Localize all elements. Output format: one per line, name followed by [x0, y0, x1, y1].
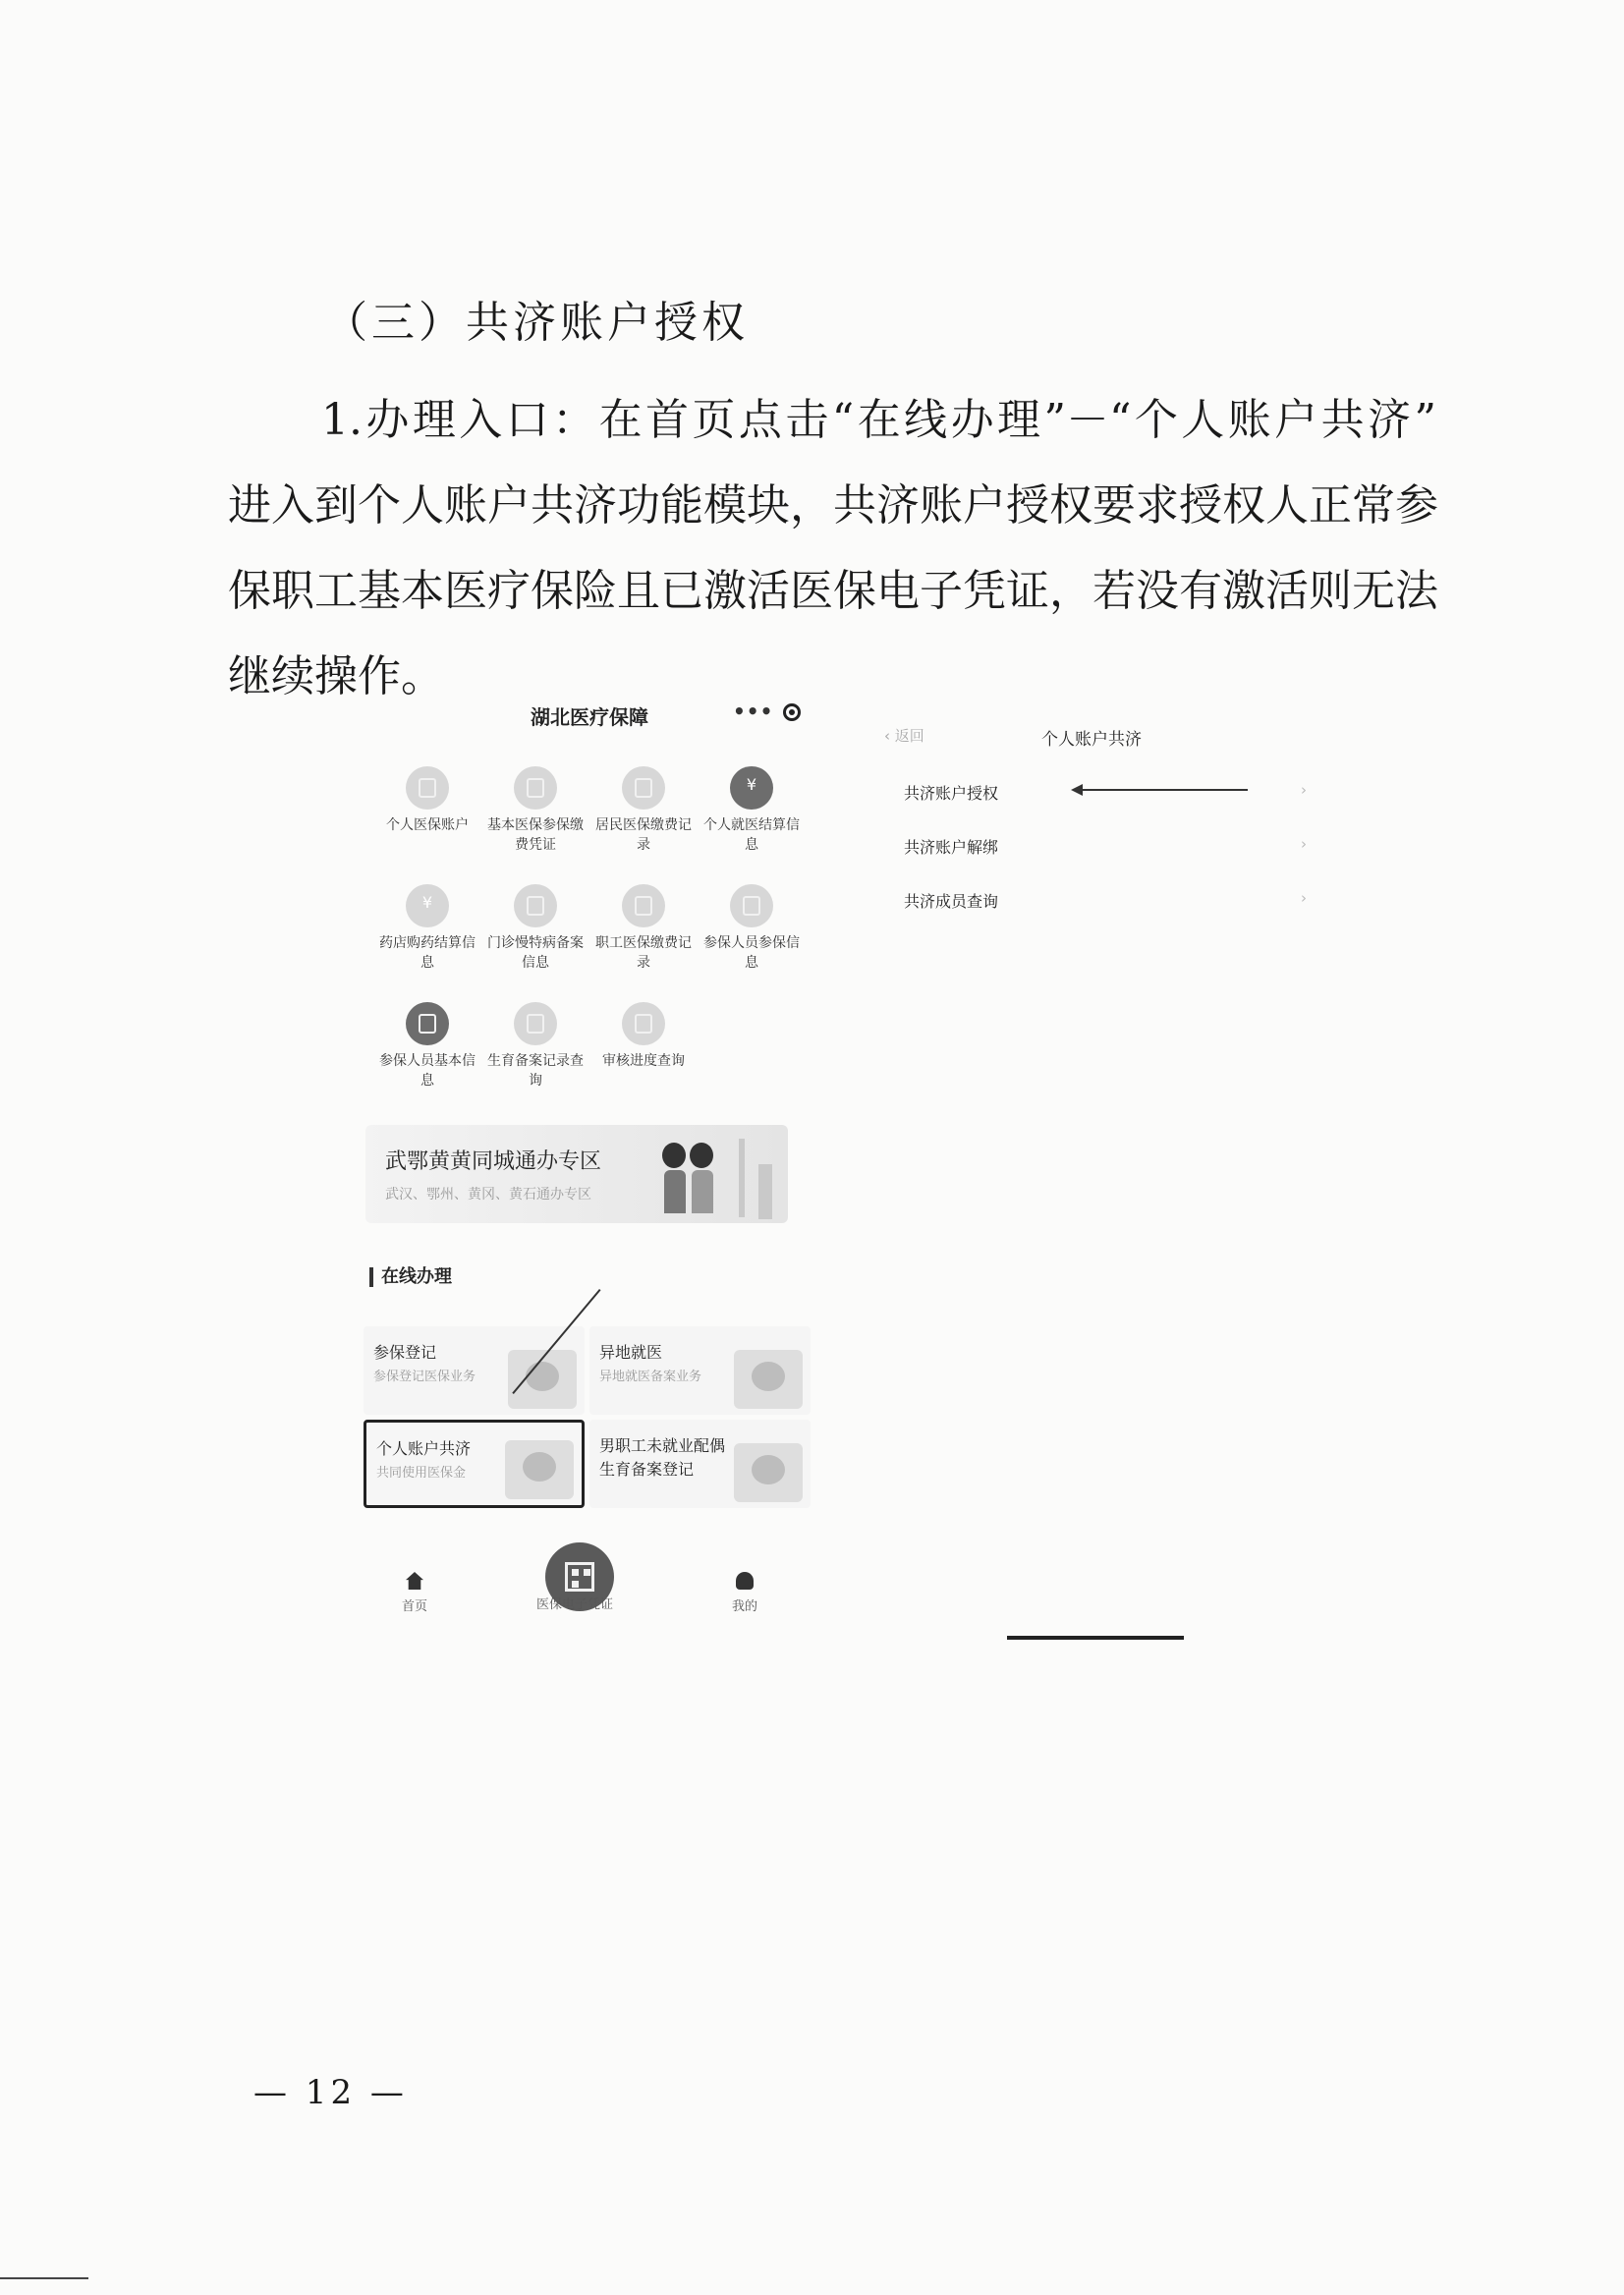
tab-e-voucher[interactable] [501, 1594, 648, 1612]
service-item[interactable] [481, 884, 589, 973]
tab-label: 首页 [401, 1599, 427, 1614]
service-label: 参保人员参保信息 [703, 935, 800, 971]
card-insurance-registration[interactable] [364, 1326, 585, 1415]
online-section-title: 在线办理 [369, 1267, 452, 1287]
menu-label: 共济成员查询 [904, 892, 999, 911]
service-label: 药店购药结算信息 [379, 935, 476, 971]
menu-item-authorize[interactable] [904, 781, 1316, 804]
service-item[interactable] [373, 884, 481, 973]
menu-item-members[interactable] [904, 889, 1316, 912]
paragraph-line: 继续操作。 [228, 651, 444, 701]
paragraph-line: 保职工基本医疗保险且已激活医保电子凭证，若没有激活则无法 [228, 566, 1438, 616]
list-icon [622, 1002, 665, 1045]
yen-icon [406, 884, 449, 927]
chevron-right-icon: › [1301, 781, 1307, 799]
document-icon [514, 766, 557, 810]
hospital-illustration-icon [734, 1350, 803, 1409]
person-icon [406, 1002, 449, 1045]
tower-illustration-icon [739, 1139, 745, 1217]
people-illustration-icon [660, 1143, 719, 1213]
detail-title: 个人账户共济 [1041, 730, 1142, 750]
card-remote-medical[interactable] [589, 1326, 811, 1415]
page-number: — 12 — [253, 2073, 408, 2112]
more-icon[interactable]: ••• [733, 700, 774, 723]
service-item[interactable] [373, 1002, 481, 1091]
divider [1007, 1636, 1184, 1640]
service-item[interactable] [481, 766, 589, 855]
card-personal-account-mutual-aid[interactable] [364, 1420, 585, 1508]
annotation-arrow [1081, 789, 1248, 791]
body-paragraph [228, 377, 1436, 719]
menu-label: 共济账户解绑 [904, 838, 999, 857]
wallet-icon [730, 884, 773, 927]
tab-home[interactable] [365, 1572, 464, 1614]
person-icon [736, 1572, 754, 1590]
card-title: 男职工未就业配偶 [599, 1436, 726, 1455]
building-illustration-icon [758, 1164, 772, 1219]
back-label: 返回 [894, 727, 924, 745]
wallet-icon [406, 766, 449, 810]
search-doc-icon [514, 1002, 557, 1045]
card-subtitle: 共同使用医保金 [376, 1466, 467, 1481]
tab-label: 我的 [731, 1599, 757, 1614]
app-title: 湖北医疗保障 [531, 705, 648, 729]
chevron-right-icon: › [1301, 889, 1307, 907]
card-subtitle: 异地就医备案业务 [599, 1370, 702, 1384]
service-label: 基本医保参保缴费凭证 [487, 817, 584, 853]
banner-title: 武鄂黄黄同城通办专区 [385, 1149, 602, 1174]
bottom-tab-bar [354, 1542, 825, 1621]
tab-label: 医保电子凭证 [535, 1597, 613, 1612]
paragraph-line: 进入到个人账户共济功能模块，共济账户授权要求授权人正常参 [228, 480, 1438, 531]
service-item[interactable] [373, 766, 481, 835]
id-card-icon [622, 884, 665, 927]
service-item[interactable] [589, 766, 698, 855]
city-service-banner[interactable] [365, 1125, 788, 1223]
service-label: 个人医保账户 [386, 817, 469, 833]
tab-mine[interactable] [696, 1572, 794, 1614]
yen-icon [730, 766, 773, 810]
service-label: 门诊慢特病备案信息 [487, 935, 584, 971]
card-subtitle: 生育备案登记 [599, 1460, 695, 1479]
card-title: 异地就医 [599, 1343, 663, 1362]
service-label: 职工医保缴费记录 [595, 935, 692, 971]
mutual-aid-screenshot [874, 717, 1336, 933]
card-spouse-maternity[interactable] [589, 1420, 811, 1508]
card-subtitle: 参保登记医保业务 [373, 1370, 476, 1384]
menu-label: 共济账户授权 [904, 784, 999, 803]
service-item[interactable] [589, 884, 698, 973]
divider [0, 2277, 88, 2279]
service-label: 审核进度查询 [602, 1053, 685, 1069]
banner-subtitle: 武汉、鄂州、黄冈、黄石通办专区 [385, 1187, 591, 1203]
service-label: 参保人员基本信息 [379, 1053, 476, 1089]
app-home-screenshot [354, 688, 825, 1621]
service-item[interactable] [698, 884, 806, 973]
service-item[interactable] [698, 766, 806, 855]
chevron-right-icon: › [1301, 835, 1307, 853]
paragraph-line: 1.办理入口：在首页点击“在线办理”－“个人账户共济” [321, 395, 1436, 445]
card-title: 个人账户共济 [376, 1439, 472, 1458]
back-button[interactable]: ‹ 返回 [884, 727, 924, 745]
gear-icon [514, 884, 557, 927]
section-heading: （三）共济账户授权 [324, 298, 749, 348]
service-label: 生育备案记录查询 [487, 1053, 584, 1089]
yen-illustration-icon [505, 1440, 574, 1499]
family-illustration-icon [734, 1443, 803, 1502]
close-target-icon[interactable] [783, 703, 801, 721]
card-title: 参保登记 [373, 1343, 437, 1362]
record-icon [622, 766, 665, 810]
home-icon [406, 1572, 423, 1590]
service-item[interactable] [481, 1002, 589, 1091]
service-label: 个人就医结算信息 [703, 817, 800, 853]
service-label: 居民医保缴费记录 [595, 817, 692, 853]
service-item[interactable] [589, 1002, 698, 1071]
menu-item-unbind[interactable] [904, 835, 1316, 858]
